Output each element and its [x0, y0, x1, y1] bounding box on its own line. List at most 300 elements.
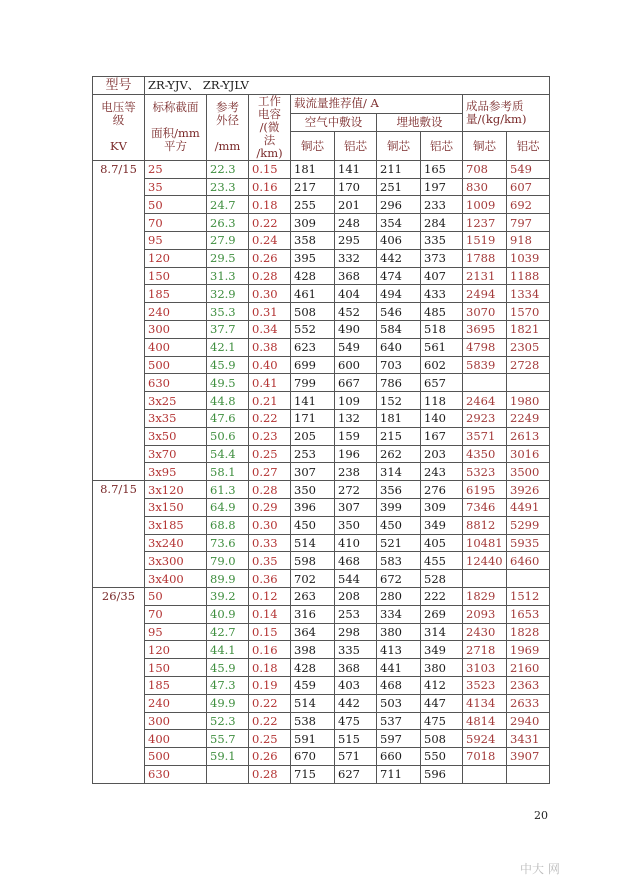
outer-diameter-cell: 44.8	[207, 392, 249, 410]
ground-aluminum-cell: 475	[421, 712, 463, 730]
weight-aluminum-cell: 2940	[507, 712, 550, 730]
ground-copper-cell: 262	[377, 445, 421, 463]
outer-diameter-cell: 40.9	[207, 605, 249, 623]
area-cell: 3x25	[145, 392, 207, 410]
area-cell: 70	[145, 214, 207, 232]
ground-copper-cell: 442	[377, 249, 421, 267]
area-cell: 3x120	[145, 481, 207, 499]
ground-aluminum-cell: 118	[421, 392, 463, 410]
area-cell: 3x70	[145, 445, 207, 463]
ground-aluminum-cell: 485	[421, 303, 463, 321]
outer-diameter-cell: 44.1	[207, 641, 249, 659]
weight-aluminum-cell: 1188	[507, 267, 550, 285]
air-copper-cell: 514	[291, 534, 335, 552]
air-aluminum-cell: 298	[335, 623, 377, 641]
capacitance-cell: 0.41	[249, 374, 291, 392]
table-row	[93, 676, 550, 694]
area-cell: 630	[145, 374, 207, 392]
capacitance-cell: 0.22	[249, 214, 291, 232]
outer-diameter-cell: 64.9	[207, 498, 249, 516]
ground-aluminum-cell: 373	[421, 249, 463, 267]
current-header: 载流量推荐值/ A	[291, 94, 463, 113]
capacitance-cell: 0.16	[249, 641, 291, 659]
air-aluminum-header: 铝芯	[335, 132, 377, 161]
area-cell: 185	[145, 285, 207, 303]
outer-diameter-cell: 42.1	[207, 338, 249, 356]
area-cell: 240	[145, 303, 207, 321]
capacitance-cell: 0.15	[249, 160, 291, 178]
outer-diameter-cell: 23.3	[207, 178, 249, 196]
weight-copper-cell: 2131	[463, 267, 507, 285]
capacitance-cell: 0.34	[249, 320, 291, 338]
table-row	[93, 712, 550, 730]
outer-diameter-cell: 31.3	[207, 267, 249, 285]
weight-copper-cell: 2464	[463, 392, 507, 410]
ground-aluminum-cell: 269	[421, 605, 463, 623]
weight-aluminum-cell: 2160	[507, 659, 550, 677]
ground-copper-cell: 441	[377, 659, 421, 677]
weight-copper-cell: 1237	[463, 214, 507, 232]
air-aluminum-cell: 332	[335, 249, 377, 267]
weight-copper-cell: 10481	[463, 534, 507, 552]
area-cell: 150	[145, 267, 207, 285]
ground-copper-cell: 413	[377, 641, 421, 659]
outer-diameter-cell: 22.3	[207, 160, 249, 178]
weight-aluminum-cell: 2728	[507, 356, 550, 374]
air-aluminum-cell: 196	[335, 445, 377, 463]
weight-copper-cell: 7018	[463, 748, 507, 766]
capacitance-cell: 0.22	[249, 712, 291, 730]
weight-aluminum-header: 铝芯	[507, 132, 550, 161]
air-aluminum-cell: 295	[335, 231, 377, 249]
weight-copper-cell: 4814	[463, 712, 507, 730]
capacitance-cell: 0.12	[249, 587, 291, 605]
capacitance-cell: 0.22	[249, 409, 291, 427]
air-aluminum-cell: 404	[335, 285, 377, 303]
weight-copper-cell: 830	[463, 178, 507, 196]
ground-copper-cell: 380	[377, 623, 421, 641]
area-cell: 50	[145, 196, 207, 214]
ground-copper-cell: 546	[377, 303, 421, 321]
table-row	[93, 498, 550, 516]
capacitance-cell: 0.26	[249, 249, 291, 267]
area-cell: 500	[145, 356, 207, 374]
table-row	[93, 196, 550, 214]
ground-copper-cell: 354	[377, 214, 421, 232]
weight-aluminum-cell: 549	[507, 160, 550, 178]
outer-diameter-cell: 52.3	[207, 712, 249, 730]
capacitance-cell: 0.35	[249, 552, 291, 570]
table-row	[93, 374, 550, 392]
air-aluminum-cell: 109	[335, 392, 377, 410]
outer-diameter-cell: 29.5	[207, 249, 249, 267]
area-cell: 300	[145, 712, 207, 730]
capacitance-cell: 0.22	[249, 694, 291, 712]
weight-aluminum-cell: 3016	[507, 445, 550, 463]
ground-copper-cell: 786	[377, 374, 421, 392]
air-copper-cell: 552	[291, 320, 335, 338]
outer-diameter-cell: 24.7	[207, 196, 249, 214]
capacitance-cell: 0.36	[249, 570, 291, 588]
air-aluminum-cell: 571	[335, 748, 377, 766]
weight-aluminum-cell: 5935	[507, 534, 550, 552]
weight-copper-cell: 1788	[463, 249, 507, 267]
watermark-text: 中大 网	[520, 862, 560, 876]
area-cell: 150	[145, 659, 207, 677]
table-row	[93, 694, 550, 712]
air-copper-cell: 255	[291, 196, 335, 214]
air-copper-cell: 181	[291, 160, 335, 178]
outer-diameter-cell: 49.9	[207, 694, 249, 712]
air-aluminum-cell: 201	[335, 196, 377, 214]
capacitance-cell: 0.24	[249, 231, 291, 249]
table-row	[93, 356, 550, 374]
table-row	[93, 730, 550, 748]
ground-copper-cell: 296	[377, 196, 421, 214]
page-number: 20	[534, 809, 548, 822]
capacitance-cell: 0.33	[249, 534, 291, 552]
model-value: ZR-YJV、 ZR-YJLV	[145, 77, 550, 95]
ground-copper-cell: 583	[377, 552, 421, 570]
capacitance-cell: 0.30	[249, 516, 291, 534]
area-cell: 120	[145, 641, 207, 659]
capacitance-cell: 0.18	[249, 659, 291, 677]
area-cell: 3x300	[145, 552, 207, 570]
table-row	[93, 285, 550, 303]
outer-diameter-cell: 37.7	[207, 320, 249, 338]
area-cell: 300	[145, 320, 207, 338]
outer-diameter-cell: 55.7	[207, 730, 249, 748]
air-copper-cell: 699	[291, 356, 335, 374]
weight-aluminum-cell: 2363	[507, 676, 550, 694]
area-cell: 95	[145, 623, 207, 641]
air-copper-cell: 398	[291, 641, 335, 659]
air-copper-cell: 217	[291, 178, 335, 196]
weight-aluminum-cell: 2633	[507, 694, 550, 712]
ground-aluminum-cell: 309	[421, 498, 463, 516]
weight-copper-cell	[463, 570, 507, 588]
outer-diameter-cell: 35.3	[207, 303, 249, 321]
area-header: 标称截面 面积/mm 平方	[145, 94, 207, 160]
weight-aluminum-cell	[507, 374, 550, 392]
table-row	[93, 392, 550, 410]
weight-aluminum-cell	[507, 765, 550, 783]
capacitance-cell: 0.21	[249, 392, 291, 410]
air-aluminum-cell: 442	[335, 694, 377, 712]
table-row	[93, 267, 550, 285]
table-row	[93, 338, 550, 356]
area-cell: 240	[145, 694, 207, 712]
ground-copper-cell: 399	[377, 498, 421, 516]
table-row	[93, 249, 550, 267]
outer-diameter-cell: 47.6	[207, 409, 249, 427]
voltage-cell: 8.7/15	[93, 481, 145, 588]
capacitance-cell: 0.23	[249, 427, 291, 445]
air-copper-cell: 253	[291, 445, 335, 463]
air-header: 空气中敷设	[291, 113, 377, 132]
weight-copper-cell	[463, 765, 507, 783]
weight-copper-cell: 3523	[463, 676, 507, 694]
capacitance-cell: 0.15	[249, 623, 291, 641]
air-copper-cell: 702	[291, 570, 335, 588]
ground-copper-cell: 211	[377, 160, 421, 178]
outer-diameter-cell: 49.5	[207, 374, 249, 392]
air-aluminum-cell: 468	[335, 552, 377, 570]
weight-copper-cell: 7346	[463, 498, 507, 516]
capacitance-cell: 0.40	[249, 356, 291, 374]
weight-aluminum-cell: 1039	[507, 249, 550, 267]
ground-aluminum-cell: 276	[421, 481, 463, 499]
weight-aluminum-cell: 6460	[507, 552, 550, 570]
table-row	[93, 178, 550, 196]
air-copper-cell: 670	[291, 748, 335, 766]
od-header: 参考 外径 /mm	[207, 94, 249, 160]
air-aluminum-cell: 159	[335, 427, 377, 445]
weight-aluminum-cell: 918	[507, 231, 550, 249]
table-row	[93, 765, 550, 783]
ground-copper-cell: 711	[377, 765, 421, 783]
air-aluminum-cell: 544	[335, 570, 377, 588]
outer-diameter-cell: 54.4	[207, 445, 249, 463]
air-aluminum-cell: 549	[335, 338, 377, 356]
table-row	[93, 409, 550, 427]
voltage-cell: 26/35	[93, 587, 145, 783]
weight-aluminum-cell	[507, 570, 550, 588]
outer-diameter-cell: 58.1	[207, 463, 249, 481]
ground-copper-cell: 503	[377, 694, 421, 712]
table-row	[93, 481, 550, 499]
capacitance-cell: 0.29	[249, 498, 291, 516]
weight-aluminum-cell: 1828	[507, 623, 550, 641]
area-cell: 3x50	[145, 427, 207, 445]
weight-aluminum-cell: 1821	[507, 320, 550, 338]
ground-aluminum-cell: 165	[421, 160, 463, 178]
air-copper-cell: 623	[291, 338, 335, 356]
weight-aluminum-cell: 1334	[507, 285, 550, 303]
air-aluminum-cell: 475	[335, 712, 377, 730]
air-aluminum-cell: 248	[335, 214, 377, 232]
weight-aluminum-cell: 3926	[507, 481, 550, 499]
weight-copper-cell: 5323	[463, 463, 507, 481]
weight-aluminum-cell: 797	[507, 214, 550, 232]
table-row	[93, 516, 550, 534]
ground-aluminum-cell: 657	[421, 374, 463, 392]
table-row	[93, 641, 550, 659]
air-aluminum-cell: 335	[335, 641, 377, 659]
weight-copper-cell: 5924	[463, 730, 507, 748]
outer-diameter-cell: 45.9	[207, 659, 249, 677]
capacitance-cell: 0.14	[249, 605, 291, 623]
outer-diameter-cell: 61.3	[207, 481, 249, 499]
ground-copper-cell: 406	[377, 231, 421, 249]
capacitance-cell: 0.25	[249, 730, 291, 748]
outer-diameter-cell: 27.9	[207, 231, 249, 249]
ground-aluminum-cell: 222	[421, 587, 463, 605]
capacitance-cell: 0.27	[249, 463, 291, 481]
air-copper-header: 铜芯	[291, 132, 335, 161]
air-aluminum-cell: 667	[335, 374, 377, 392]
ground-aluminum-cell: 203	[421, 445, 463, 463]
ground-aluminum-cell: 314	[421, 623, 463, 641]
weight-aluminum-cell: 5299	[507, 516, 550, 534]
area-cell: 120	[145, 249, 207, 267]
table-row	[93, 552, 550, 570]
model-label: 型号	[93, 77, 145, 95]
area-cell: 3x185	[145, 516, 207, 534]
weight-copper-cell: 12440	[463, 552, 507, 570]
area-cell: 185	[145, 676, 207, 694]
air-aluminum-cell: 627	[335, 765, 377, 783]
capacitance-cell: 0.28	[249, 765, 291, 783]
ground-aluminum-cell: 455	[421, 552, 463, 570]
capacitance-cell: 0.18	[249, 196, 291, 214]
voltage-cell: 8.7/15	[93, 160, 145, 480]
table-row	[93, 659, 550, 677]
weight-aluminum-cell: 1980	[507, 392, 550, 410]
area-cell: 70	[145, 605, 207, 623]
air-copper-cell: 450	[291, 516, 335, 534]
capacitance-header: 工作 电容 /(微 法 /km)	[249, 94, 291, 160]
capacitance-cell: 0.16	[249, 178, 291, 196]
area-cell: 25	[145, 160, 207, 178]
area-cell: 3x35	[145, 409, 207, 427]
capacitance-cell: 0.25	[249, 445, 291, 463]
air-aluminum-cell: 403	[335, 676, 377, 694]
weight-copper-cell: 2923	[463, 409, 507, 427]
air-aluminum-cell: 515	[335, 730, 377, 748]
table-row	[93, 445, 550, 463]
air-copper-cell: 141	[291, 392, 335, 410]
capacitance-cell: 0.28	[249, 481, 291, 499]
ground-copper-cell: 703	[377, 356, 421, 374]
weight-copper-cell: 1829	[463, 587, 507, 605]
ground-aluminum-cell: 433	[421, 285, 463, 303]
table-row	[93, 320, 550, 338]
ground-aluminum-cell: 596	[421, 765, 463, 783]
ground-copper-cell: 251	[377, 178, 421, 196]
ground-aluminum-cell: 518	[421, 320, 463, 338]
weight-copper-cell: 6195	[463, 481, 507, 499]
ground-copper-cell: 280	[377, 587, 421, 605]
capacitance-cell: 0.38	[249, 338, 291, 356]
air-copper-cell: 364	[291, 623, 335, 641]
ground-copper-cell: 468	[377, 676, 421, 694]
weight-copper-cell: 1519	[463, 231, 507, 249]
capacitance-cell: 0.26	[249, 748, 291, 766]
air-aluminum-cell: 141	[335, 160, 377, 178]
weight-aluminum-cell: 3907	[507, 748, 550, 766]
ground-copper-cell: 494	[377, 285, 421, 303]
weight-copper-cell: 3103	[463, 659, 507, 677]
ground-copper-cell: 215	[377, 427, 421, 445]
air-aluminum-cell: 600	[335, 356, 377, 374]
ground-aluminum-cell: 380	[421, 659, 463, 677]
outer-diameter-cell: 47.3	[207, 676, 249, 694]
ground-aluminum-cell: 140	[421, 409, 463, 427]
air-aluminum-cell: 253	[335, 605, 377, 623]
air-copper-cell: 428	[291, 267, 335, 285]
weight-copper-cell: 2494	[463, 285, 507, 303]
ground-aluminum-header: 铝芯	[421, 132, 463, 161]
ground-aluminum-cell: 447	[421, 694, 463, 712]
ground-aluminum-cell: 561	[421, 338, 463, 356]
ground-copper-cell: 334	[377, 605, 421, 623]
outer-diameter-cell	[207, 765, 249, 783]
weight-aluminum-cell: 2305	[507, 338, 550, 356]
air-copper-cell: 395	[291, 249, 335, 267]
air-aluminum-cell: 307	[335, 498, 377, 516]
ground-aluminum-cell: 233	[421, 196, 463, 214]
area-cell: 3x240	[145, 534, 207, 552]
table-row	[93, 231, 550, 249]
ground-aluminum-cell: 335	[421, 231, 463, 249]
ground-copper-cell: 640	[377, 338, 421, 356]
ground-copper-cell: 356	[377, 481, 421, 499]
ground-copper-cell: 672	[377, 570, 421, 588]
weight-aluminum-cell: 3500	[507, 463, 550, 481]
table-row	[93, 463, 550, 481]
air-copper-cell: 538	[291, 712, 335, 730]
air-aluminum-cell: 490	[335, 320, 377, 338]
ground-header: 埋地敷设	[377, 113, 463, 132]
ground-copper-cell: 584	[377, 320, 421, 338]
weight-copper-cell	[463, 374, 507, 392]
table-row	[93, 214, 550, 232]
ground-copper-cell: 450	[377, 516, 421, 534]
capacitance-cell: 0.19	[249, 676, 291, 694]
area-cell: 630	[145, 765, 207, 783]
air-copper-cell: 358	[291, 231, 335, 249]
area-cell: 3x95	[145, 463, 207, 481]
weight-copper-header: 铜芯	[463, 132, 507, 161]
air-aluminum-cell: 368	[335, 267, 377, 285]
ground-aluminum-cell: 284	[421, 214, 463, 232]
weight-aluminum-cell: 1969	[507, 641, 550, 659]
capacitance-cell: 0.31	[249, 303, 291, 321]
weight-aluminum-cell: 3431	[507, 730, 550, 748]
weight-aluminum-cell: 2613	[507, 427, 550, 445]
table-row	[93, 570, 550, 588]
outer-diameter-cell: 89.9	[207, 570, 249, 588]
air-copper-cell: 799	[291, 374, 335, 392]
ground-aluminum-cell: 167	[421, 427, 463, 445]
ground-aluminum-cell: 405	[421, 534, 463, 552]
area-cell: 35	[145, 178, 207, 196]
ground-aluminum-cell: 349	[421, 516, 463, 534]
weight-aluminum-cell: 1653	[507, 605, 550, 623]
ground-copper-cell: 597	[377, 730, 421, 748]
ground-copper-cell: 660	[377, 748, 421, 766]
table-row	[93, 303, 550, 321]
air-copper-cell: 715	[291, 765, 335, 783]
ground-copper-cell: 152	[377, 392, 421, 410]
table-row	[93, 587, 550, 605]
ground-aluminum-cell: 412	[421, 676, 463, 694]
air-aluminum-cell: 208	[335, 587, 377, 605]
table-row	[93, 748, 550, 766]
weight-copper-cell: 3695	[463, 320, 507, 338]
area-cell: 3x150	[145, 498, 207, 516]
ground-copper-cell: 314	[377, 463, 421, 481]
weight-copper-cell: 1009	[463, 196, 507, 214]
air-aluminum-cell: 410	[335, 534, 377, 552]
table-row	[93, 160, 550, 178]
air-copper-cell: 205	[291, 427, 335, 445]
weight-copper-cell: 708	[463, 160, 507, 178]
table-row	[93, 534, 550, 552]
outer-diameter-cell: 59.1	[207, 748, 249, 766]
air-copper-cell: 459	[291, 676, 335, 694]
